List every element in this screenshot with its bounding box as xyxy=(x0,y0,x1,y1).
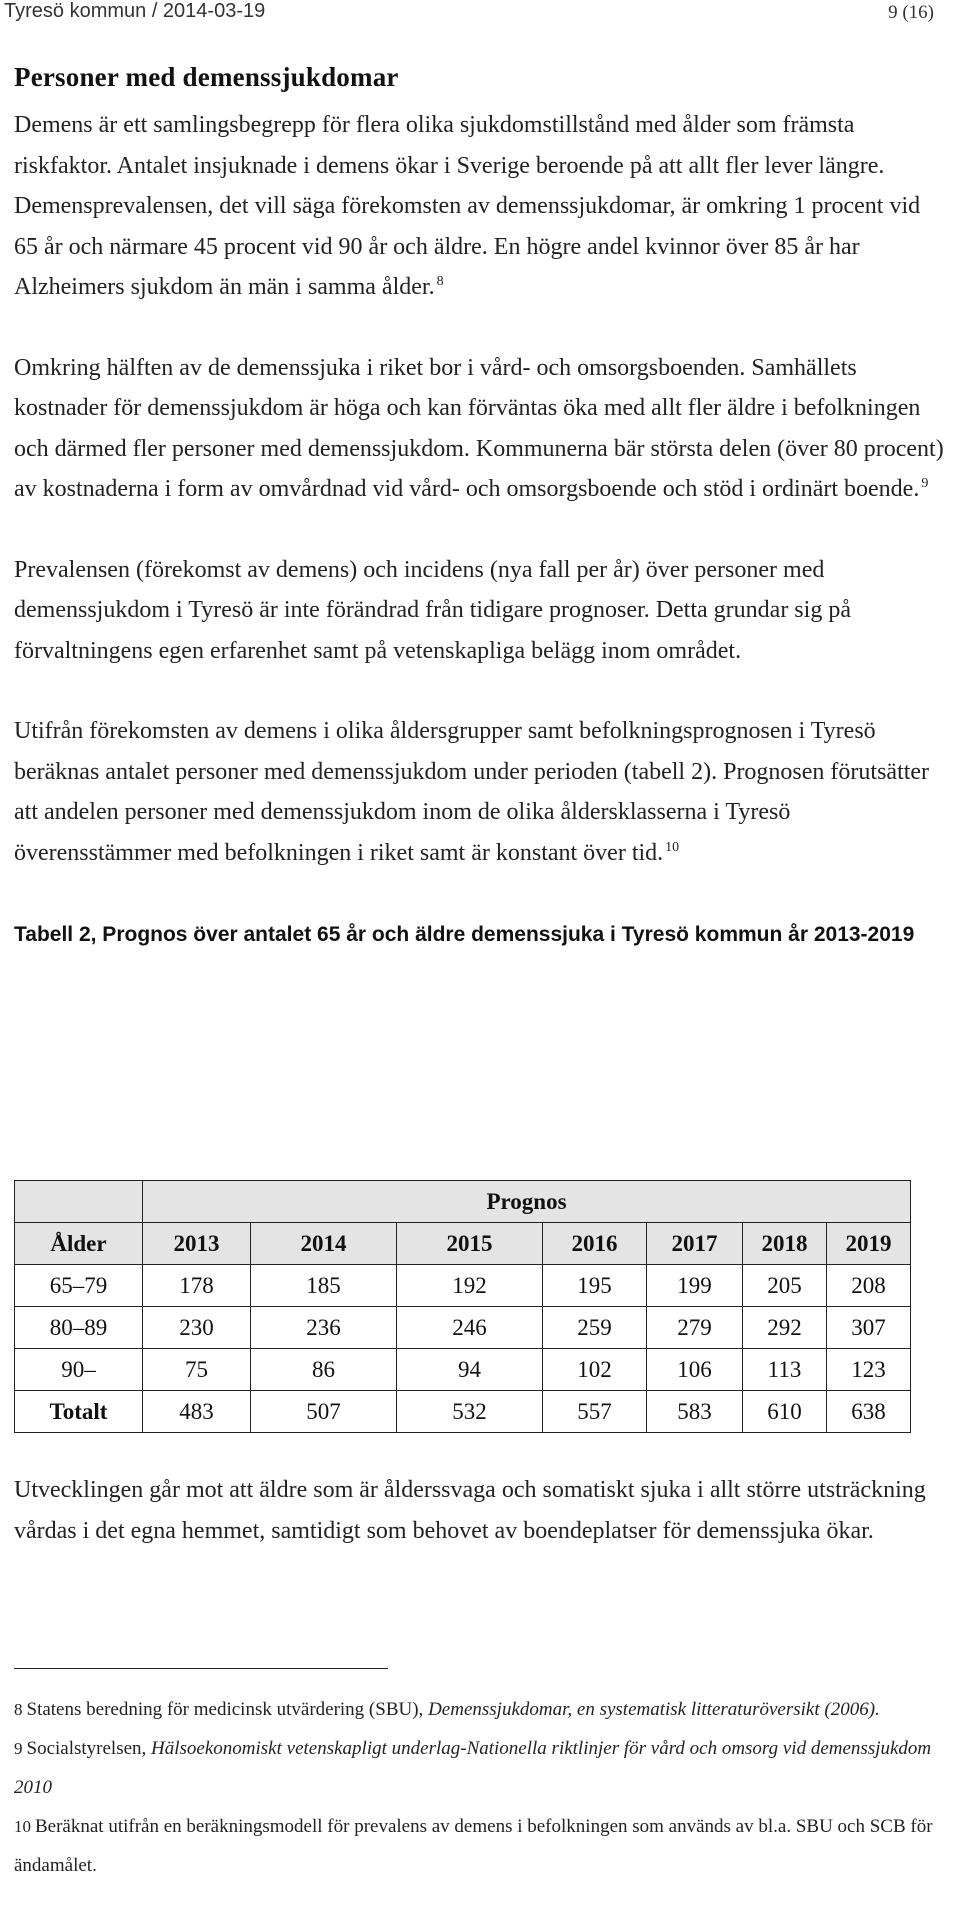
table-row xyxy=(15,1307,911,1349)
table-row-label: 65–79 xyxy=(15,1265,143,1307)
page-header xyxy=(0,0,960,26)
table-row xyxy=(15,1265,911,1307)
paragraph-4 xyxy=(14,711,944,873)
paragraph-3 xyxy=(14,550,944,672)
table-cell: 610 xyxy=(743,1391,827,1433)
table-cell: 259 xyxy=(543,1307,647,1349)
table-cell: 192 xyxy=(397,1265,543,1307)
footnote-text: Statens beredning för medicinsk utvärdering (SBU), xyxy=(26,1699,429,1720)
page-number: 9 (16) xyxy=(888,2,934,23)
table-column-header-year: 2016 xyxy=(543,1223,647,1265)
table-row-label: 80–89 xyxy=(15,1307,143,1349)
table-cell: 94 xyxy=(397,1349,543,1391)
footnote-number: 10 xyxy=(14,1817,31,1836)
footnote-number: 8 xyxy=(14,1700,23,1719)
paragraph-3-text: Prevalensen (förekomst av demens) och incidens (nya fall per år) över personer med demenssjukdom i Tyresö är inte förändrad från tidigare prognoser. Detta grundar sig på förvaltningens egen erfarenhet samt på vetenskapliga belägg inom området. xyxy=(14,556,851,664)
section-heading: Personer med demenssjukdomar xyxy=(14,62,399,92)
footnote-italic-title: Hälsoekonomiskt vetenskapligt underlag-Nationella riktlinjer för vård och omsorg vid demenssjukdom 2010 xyxy=(14,1738,932,1798)
table-column-header-year: 2018 xyxy=(743,1223,827,1265)
closing-paragraph: Utvecklingen går mot att äldre som är ålderssvaga och somatiskt sjuka i allt större utsträckning vårdas i det egna hemmet, samtidigt som behovet av boendeplatser för demenssjuka ökar. xyxy=(14,1477,926,1544)
table-row-label: Totalt xyxy=(15,1391,143,1433)
footnote-number: 9 xyxy=(14,1739,23,1758)
table-cell: 185 xyxy=(251,1265,397,1307)
table-corner-cell xyxy=(15,1181,143,1223)
table-cell: 557 xyxy=(543,1391,647,1433)
paragraph-1-text: Demens är ett samlingsbegrepp för flera olika sjukdomstillstånd med ålder som främsta riskfaktor. Antalet insjuknade i demens ökar i Sverige beroende på att allt fler lever längre. Demensprevalensen, det vill säga förekomsten av demenssjukdomar, är omkring 1 procent vid 65 år och närmare 45 procent vid 90 år och äldre. En högre andel kvinnor över 85 år har Alzheimers sjukdom än män i samma ålder. xyxy=(14,112,921,300)
table-cell: 638 xyxy=(827,1391,911,1433)
table-column-header-year: 2017 xyxy=(647,1223,743,1265)
table-column-header-year: 2014 xyxy=(251,1223,397,1265)
paragraph-1 xyxy=(14,105,944,308)
table-row-label: 90– xyxy=(15,1349,143,1391)
table-header-row xyxy=(15,1223,911,1265)
footnote-text: Socialstyrelsen, xyxy=(26,1738,152,1759)
paragraph-4-text: Utifrån förekomsten av demens i olika åldersgrupper samt befolkningsprognosen i Tyresö beräknas antalet personer med demenssjukdom under perioden (tabell 2). Prognosen förutsätter att andelen personer med demenssjukdom inom de olika åldersklasserna i Tyresö överensstämmer med befolkningen i riket samt är konstant över tid. xyxy=(14,718,930,866)
table-cell: 583 xyxy=(647,1391,743,1433)
table-cell: 292 xyxy=(743,1307,827,1349)
table-cell: 205 xyxy=(743,1265,827,1307)
table-cell: 236 xyxy=(251,1307,397,1349)
table-column-header-year: 2013 xyxy=(143,1223,251,1265)
table-cell: 75 xyxy=(143,1349,251,1391)
footnote-9 xyxy=(14,1729,944,1807)
table-cell: 307 xyxy=(827,1307,911,1349)
footnote-separator xyxy=(14,1668,388,1669)
table-cell: 208 xyxy=(827,1265,911,1307)
main-content xyxy=(14,62,944,955)
table-cell: 532 xyxy=(397,1391,543,1433)
table-cell: 195 xyxy=(543,1265,647,1307)
table-cell: 279 xyxy=(647,1307,743,1349)
table-column-header-age: Ålder xyxy=(15,1223,143,1265)
footnotes xyxy=(14,1690,944,1885)
table-cell: 507 xyxy=(251,1391,397,1433)
table-cell: 86 xyxy=(251,1349,397,1391)
table-cell: 483 xyxy=(143,1391,251,1433)
footnote-ref-8[interactable]: 8 xyxy=(436,274,444,289)
table-column-header-year: 2015 xyxy=(397,1223,543,1265)
table-caption: Tabell 2, Prognos över antalet 65 år och äldre demenssjuka i Tyresö kommun år 2013-2019 xyxy=(14,923,915,946)
table-cell: 199 xyxy=(647,1265,743,1307)
table-row xyxy=(15,1349,911,1391)
header-document-info: Tyresö kommun / 2014-03-19 xyxy=(4,0,266,22)
table-cell: 123 xyxy=(827,1349,911,1391)
footnote-italic-title: Demenssjukdomar, en systematisk litteraturöversikt (2006). xyxy=(428,1699,880,1720)
table-cell: 246 xyxy=(397,1307,543,1349)
table-cell: 178 xyxy=(143,1265,251,1307)
table-total-row xyxy=(15,1391,911,1433)
footnote-ref-9[interactable]: 9 xyxy=(921,476,929,491)
footnote-ref-10[interactable]: 10 xyxy=(665,839,680,855)
table-group-header: Prognos xyxy=(143,1181,911,1223)
table-column-header-year: 2019 xyxy=(827,1223,911,1265)
table-cell: 102 xyxy=(543,1349,647,1391)
table-cell: 106 xyxy=(647,1349,743,1391)
paragraph-2-text: Omkring hälften av de demenssjuka i riket bor i vård- och omsorgsboenden. Samhällets kostnader för demenssjukdom är höga och kan förväntas öka med allt fler äldre i befolkningen och därmed fler personer med demenssjukdom. Kommunerna bär största delen (över 80 procent) av kostnaderna i form av omvårdnad vid vård- och omsorgsboende och stöd i ordinärt boende. xyxy=(14,354,944,502)
table-cell: 113 xyxy=(743,1349,827,1391)
table-group-header-row xyxy=(15,1181,911,1223)
footnote-text: Beräknat utifrån en beräkningsmodell för prevalens av demens i befolkningen som används av bl.a. SBU och SCB för ändamålet. xyxy=(14,1816,933,1876)
footnote-8 xyxy=(14,1690,944,1729)
prognosis-table xyxy=(14,1180,911,1433)
table-cell: 230 xyxy=(143,1307,251,1349)
footnote-10 xyxy=(14,1807,944,1885)
paragraph-2 xyxy=(14,348,944,510)
